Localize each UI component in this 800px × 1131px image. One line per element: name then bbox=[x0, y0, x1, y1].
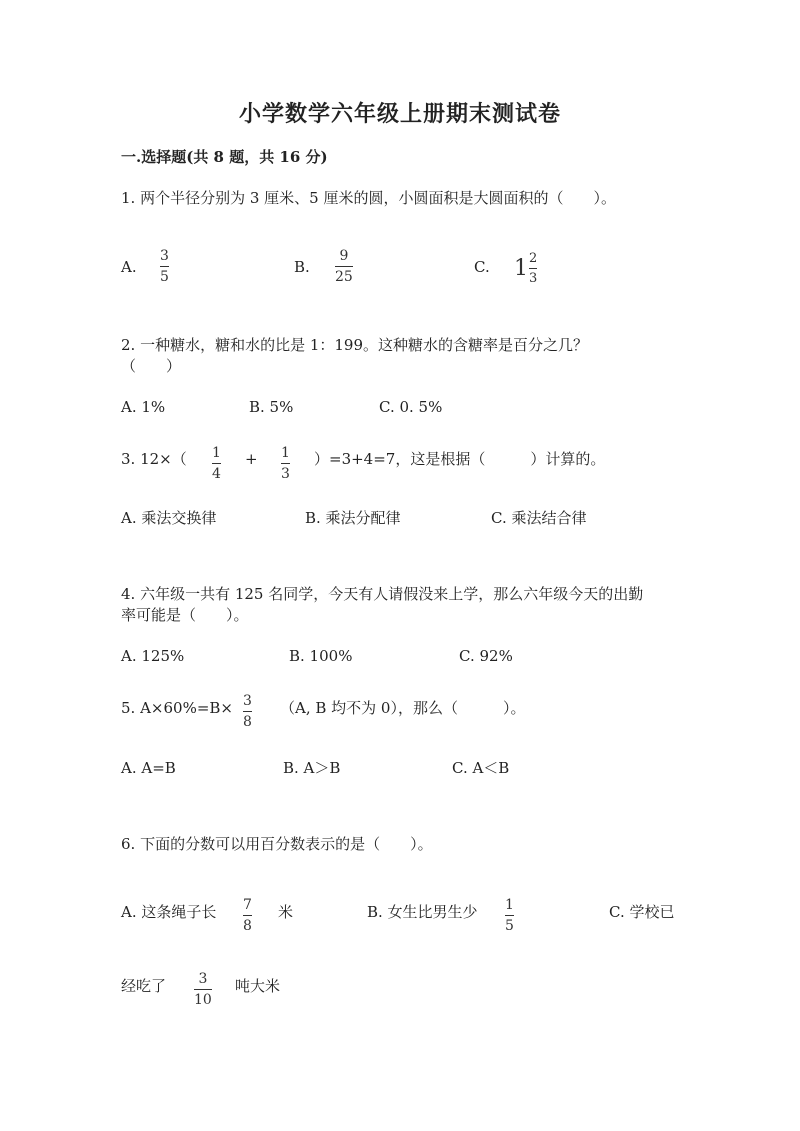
q5-fraction bbox=[243, 694, 252, 729]
question-1-stem: 1. 两个半径分别为 3 厘米、5 厘米的圆，小圆面积是大圆面积的（ ）。 bbox=[121, 189, 616, 207]
denominator: 10 bbox=[194, 992, 212, 1008]
numerator: 7 bbox=[243, 897, 252, 913]
question-4-stem: 4. 六年级一共有 125 名同学，今天有人请假没来上学，那么六年级今天的出勤 bbox=[121, 585, 644, 603]
denominator: 3 bbox=[281, 466, 290, 482]
fraction-bar bbox=[194, 989, 212, 990]
question-6-stem: 6. 下面的分数可以用百分数表示的是（ ）。 bbox=[121, 835, 433, 853]
q6-option-a-fraction bbox=[243, 898, 252, 933]
q6-option-b-fraction bbox=[505, 898, 514, 933]
fraction-part bbox=[529, 252, 537, 285]
numerator: 2 bbox=[529, 251, 538, 266]
fraction-bar bbox=[335, 266, 353, 267]
q3-option-b: B. 乘法分配律 bbox=[305, 509, 401, 527]
denominator: 4 bbox=[212, 466, 221, 482]
q1-option-a-label: A. bbox=[121, 258, 137, 276]
fraction-bar bbox=[505, 915, 514, 916]
q1-option-a-fraction bbox=[160, 249, 169, 284]
q1-option-b-label: B. bbox=[294, 258, 310, 276]
q1-option-c-label: C. bbox=[474, 258, 490, 276]
fraction-bar bbox=[160, 266, 169, 267]
q1-option-c-mixed-number bbox=[514, 252, 537, 285]
numerator: 3 bbox=[198, 971, 208, 987]
section-heading: 一.选择题(共 8 题，共 16 分) bbox=[121, 148, 328, 166]
q3-plus-sign: + bbox=[245, 450, 258, 468]
q6-option-a-unit: 米 bbox=[278, 903, 294, 921]
fraction-bar bbox=[243, 711, 252, 712]
q3-option-a: A. 乘法交换律 bbox=[121, 509, 217, 527]
q6-option-c-fraction bbox=[194, 972, 212, 1007]
q2-option-a: A. 1% bbox=[121, 398, 166, 416]
q3-option-c: C. 乘法结合律 bbox=[491, 509, 587, 527]
q6-option-a-text: A. 这条绳子长 bbox=[121, 903, 217, 921]
question-2-stem: 2. 一种糖水，糖和水的比是 1：199。这种糖水的含糖率是百分之几？ bbox=[121, 336, 589, 354]
q4-option-b: B. 100% bbox=[289, 647, 353, 665]
fraction-bar bbox=[281, 463, 290, 464]
numerator: 1 bbox=[281, 445, 290, 461]
question-2-stem-cont: （ ） bbox=[121, 357, 182, 375]
denominator: 8 bbox=[243, 714, 252, 730]
question-3-stem-end: ）=3+4=7，这是根据（ ）计算的。 bbox=[314, 450, 606, 468]
denominator: 8 bbox=[243, 918, 252, 934]
question-4-stem-cont: 率可能是（ ）。 bbox=[121, 606, 249, 624]
question-5-stem-start: 5. A×60%=B× bbox=[121, 699, 233, 717]
whole-part: 1 bbox=[514, 255, 528, 281]
q3-fraction-1 bbox=[212, 446, 221, 481]
q6-option-c-text: C. 学校已 bbox=[609, 903, 675, 921]
denominator: 3 bbox=[529, 271, 538, 286]
q5-option-a: A. A=B bbox=[121, 759, 176, 777]
numerator: 1 bbox=[212, 445, 221, 461]
q4-option-c: C. 92% bbox=[459, 647, 513, 665]
fraction-bar bbox=[243, 915, 252, 916]
fraction-bar bbox=[212, 463, 221, 464]
numerator: 1 bbox=[505, 897, 514, 913]
q4-option-a: A. 125% bbox=[121, 647, 185, 665]
q5-option-b: B. A＞B bbox=[283, 759, 341, 777]
q6-option-c-cont: 经吃了 bbox=[121, 977, 167, 995]
q3-fraction-2 bbox=[281, 446, 290, 481]
q6-option-b-text: B. 女生比男生少 bbox=[367, 903, 478, 921]
question-3-stem-start: 3. 12×（ bbox=[121, 450, 187, 468]
q2-option-b: B. 5% bbox=[249, 398, 294, 416]
denominator: 5 bbox=[505, 918, 514, 934]
q1-option-b-fraction bbox=[335, 249, 353, 284]
q5-option-c: C. A＜B bbox=[452, 759, 510, 777]
numerator: 3 bbox=[243, 693, 252, 709]
page-title: 小学数学六年级上册期末测试卷 bbox=[238, 101, 561, 127]
question-5-stem-end: （A, B 均不为 0），那么（ ）。 bbox=[280, 699, 526, 717]
numerator: 3 bbox=[160, 248, 169, 264]
fraction-bar bbox=[529, 268, 537, 269]
q6-option-c-unit: 吨大米 bbox=[235, 977, 281, 995]
numerator: 9 bbox=[339, 248, 349, 264]
q2-option-c: C. 0. 5% bbox=[379, 398, 443, 416]
denominator: 25 bbox=[335, 269, 353, 285]
denominator: 5 bbox=[160, 269, 169, 285]
